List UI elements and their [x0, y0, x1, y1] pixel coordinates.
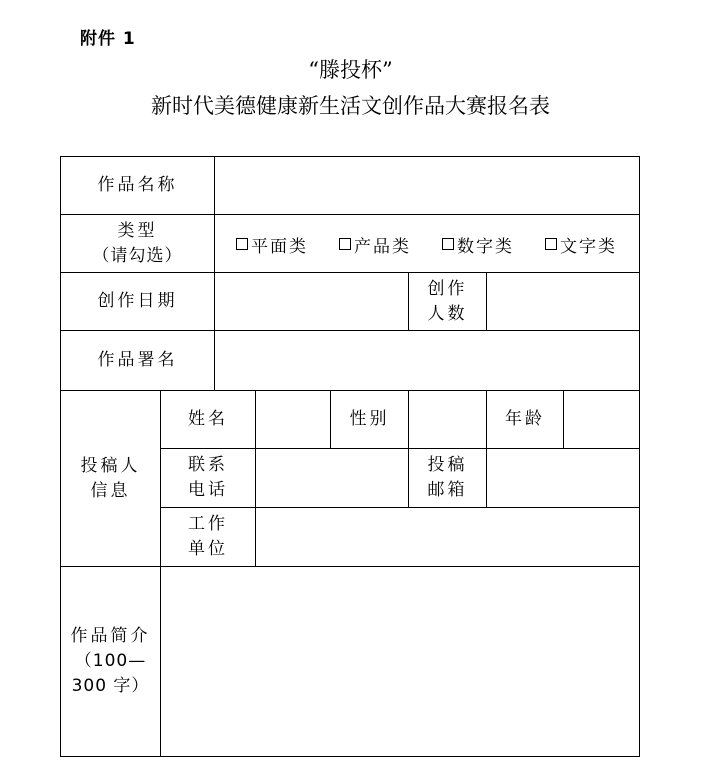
submitter-info-label-line2: 信息 [90, 480, 131, 501]
name-field[interactable] [256, 391, 330, 448]
checkbox-icon[interactable] [339, 238, 351, 250]
checkbox-icon[interactable] [545, 238, 557, 250]
checkbox-icon[interactable] [236, 238, 248, 250]
table-border-right [639, 156, 640, 756]
email-label-line2: 邮箱 [427, 480, 468, 500]
submitter-info-label [61, 391, 160, 566]
type-option-product[interactable]: 产品类 [339, 232, 411, 256]
email-label [409, 449, 486, 507]
submitter-info-label-line1: 投稿人 [80, 455, 141, 476]
workplace-label-line1: 工作 [188, 514, 228, 534]
type-option-digital[interactable]: 数字类 [442, 232, 514, 256]
work-name-label: 作品名称 [97, 175, 178, 195]
signature-label: 作品署名 [97, 350, 178, 370]
type-label-line1: 类型 [117, 220, 158, 241]
phone-label-line1: 联系 [188, 455, 228, 475]
attachment-label: 附件 1 [80, 29, 136, 49]
age-field[interactable] [564, 391, 639, 448]
age-label: 年龄 [505, 409, 545, 429]
workplace-label [161, 508, 255, 566]
type-option-text[interactable]: 文字类 [545, 232, 617, 256]
creators-count-field[interactable] [487, 273, 639, 330]
creators-count-label-line2: 人数 [427, 303, 468, 324]
creators-count-label [409, 273, 486, 330]
intro-label-line1: 作品简介 [70, 626, 151, 646]
creators-count-label-line1: 创作 [427, 278, 468, 299]
type-option-graphic[interactable]: 平面类 [236, 232, 308, 256]
name-label: 姓名 [188, 409, 228, 429]
email-field[interactable] [487, 449, 639, 507]
form-title-line2: 新时代美德健康新生活文创作品大赛报名表 [151, 94, 550, 118]
gender-field[interactable] [409, 391, 486, 448]
form-title-line1: “滕投杯” [308, 58, 393, 82]
creation-date-label: 创作日期 [97, 291, 178, 311]
table-border-bottom [60, 756, 640, 757]
intro-field[interactable] [161, 567, 639, 756]
workplace-label-line2: 单位 [188, 539, 228, 559]
intro-label [61, 567, 160, 756]
creation-date-field[interactable] [215, 273, 408, 330]
type-label-line2: （请勾选） [92, 245, 183, 266]
phone-label [161, 449, 255, 507]
intro-label-line3: 300 字） [71, 676, 150, 696]
workplace-field[interactable] [256, 508, 639, 566]
type-label [61, 215, 214, 272]
intro-label-line2: （100— [74, 651, 147, 671]
gender-label: 性别 [349, 409, 390, 429]
signature-field[interactable] [215, 331, 639, 390]
email-label-line1: 投稿 [427, 455, 468, 475]
phone-label-line2: 电话 [188, 480, 228, 500]
work-name-field[interactable] [215, 157, 639, 214]
phone-field[interactable] [256, 449, 408, 507]
checkbox-icon[interactable] [442, 238, 454, 250]
